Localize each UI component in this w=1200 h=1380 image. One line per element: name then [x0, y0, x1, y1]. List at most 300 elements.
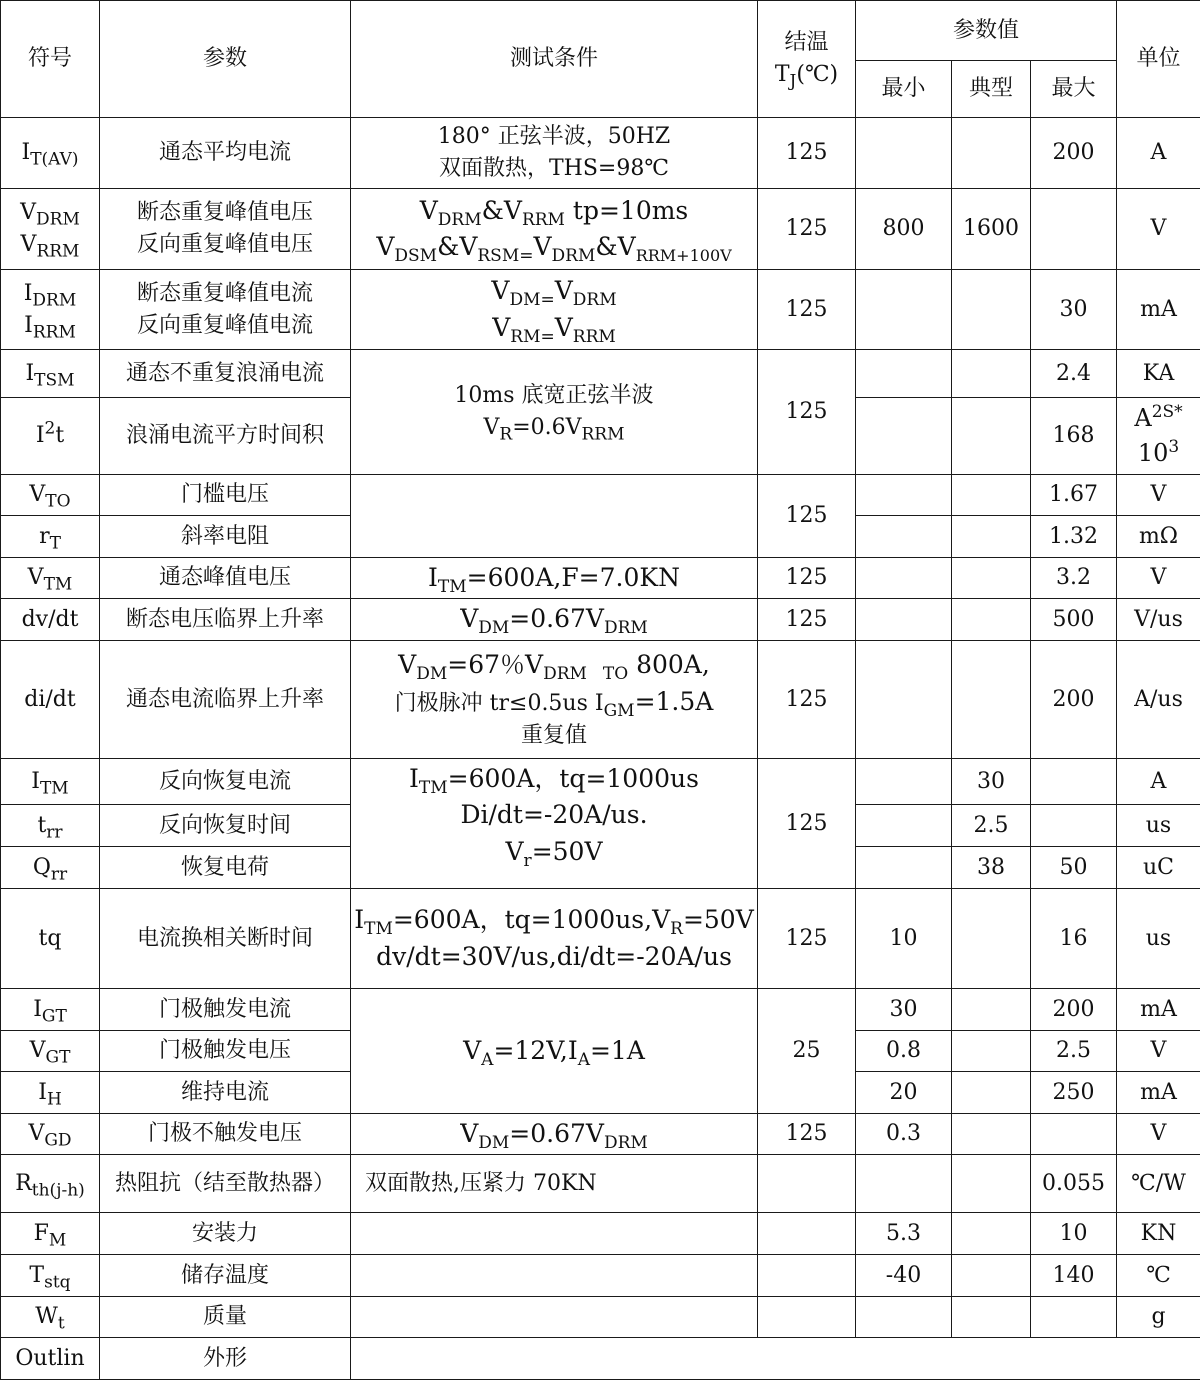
min-cell — [856, 1297, 952, 1338]
typ-cell — [952, 475, 1031, 516]
table-row — [1, 1114, 1200, 1155]
unit-cell: V/us — [1117, 599, 1200, 641]
sym-sub: rr — [46, 822, 62, 842]
table-row — [1, 989, 1200, 1031]
typ-cell — [952, 558, 1031, 599]
min-cell — [856, 516, 952, 558]
c: 门极脉冲 tr≤0.5us I — [395, 691, 604, 716]
table-row — [1, 189, 1200, 270]
typ-cell — [952, 1072, 1031, 1114]
unit-cell: A/us — [1117, 641, 1200, 759]
unit-cell: us — [1117, 805, 1200, 847]
table-row — [1, 558, 1200, 599]
sym-sub: H — [47, 1089, 62, 1109]
table-row — [1, 759, 1200, 805]
tj-cell: 125 — [758, 558, 856, 599]
header-typ: 典型 — [952, 61, 1031, 118]
c-sub: DRM — [573, 290, 617, 310]
sym: V — [29, 482, 45, 507]
c-sub: R — [670, 919, 683, 939]
cond-cell — [351, 475, 758, 558]
symbol-cell — [1, 398, 100, 475]
param-cell: 恢复电荷 — [100, 847, 351, 889]
c-sub: DRM — [438, 210, 482, 230]
c: =600A，tq=1000us — [448, 764, 699, 793]
param-cell: 反向恢复电流 — [100, 759, 351, 805]
cond-cell — [351, 350, 758, 475]
max-cell — [1031, 1114, 1117, 1155]
c: V — [376, 232, 394, 261]
sym: I — [38, 1080, 47, 1105]
sym: V — [30, 1038, 46, 1063]
c-sub: DM — [416, 664, 447, 684]
min-cell — [856, 270, 952, 350]
symbol-cell — [1, 805, 100, 847]
cond-line — [353, 902, 755, 938]
typ-cell — [952, 1213, 1031, 1255]
table-row — [1, 641, 1200, 759]
param-cell: 质量 — [100, 1297, 351, 1338]
min-cell — [856, 759, 952, 805]
sym: V — [21, 232, 37, 257]
tj-cell: 25 — [758, 989, 856, 1114]
sym-line — [3, 197, 97, 229]
sym-sub: T(AV) — [30, 149, 78, 169]
min-cell: -40 — [856, 1255, 952, 1297]
cond-cell — [351, 1255, 758, 1297]
unit-cell — [1117, 398, 1200, 475]
c: V — [505, 837, 523, 866]
header-symbol: 符号 — [1, 1, 100, 118]
unit-cell: mΩ — [1117, 516, 1200, 558]
cond-line: 重复值 — [353, 720, 755, 752]
table-row — [1, 118, 1200, 189]
sym: t — [55, 423, 64, 448]
typ-cell — [952, 1114, 1031, 1155]
u: A — [1134, 404, 1151, 432]
tj-cell — [758, 1155, 856, 1213]
max-cell: 500 — [1031, 599, 1117, 641]
c: =50V — [683, 905, 754, 934]
symbol-cell — [1, 1114, 100, 1155]
c: V — [483, 415, 499, 440]
c-sub: DRM — [552, 246, 596, 266]
symbol-cell: Outlin — [1, 1338, 100, 1380]
max-cell: 16 — [1031, 889, 1117, 989]
unit-cell: uC — [1117, 847, 1200, 889]
max-cell: 140 — [1031, 1255, 1117, 1297]
sym: Q — [33, 855, 51, 880]
min-cell: 0.3 — [856, 1114, 952, 1155]
c-sub: DM= — [509, 290, 554, 310]
param-cell: 储存温度 — [100, 1255, 351, 1297]
param-cell: 热阻抗（结至散热器） — [100, 1155, 351, 1213]
min-cell — [856, 1155, 952, 1213]
c: V — [398, 650, 416, 679]
c: =600A,F=7.0KN — [467, 563, 680, 592]
sym: W — [35, 1304, 58, 1329]
c-sub: TM — [419, 778, 448, 798]
max-cell: 0.055 — [1031, 1155, 1117, 1213]
sym-line — [3, 278, 97, 310]
cond-line: 双面散热，THS=98℃ — [353, 153, 755, 185]
cond-cell — [351, 989, 758, 1114]
typ-cell — [952, 118, 1031, 189]
param-cell: 门极触发电流 — [100, 989, 351, 1031]
param-cell: 门极触发电压 — [100, 1031, 351, 1072]
symbol-cell — [1, 118, 100, 189]
typ-cell: 1600 — [952, 189, 1031, 270]
c-sub: RM= — [510, 327, 554, 347]
symbol-cell — [1, 350, 100, 398]
c: I — [409, 764, 419, 793]
unit-cell: V — [1117, 189, 1200, 270]
min-cell — [856, 641, 952, 759]
symbol-cell — [1, 475, 100, 516]
sym-sup: 2 — [45, 419, 56, 439]
cond-cell — [351, 118, 758, 189]
c-sub: TM — [438, 577, 467, 597]
min-cell: 20 — [856, 1072, 952, 1114]
typ-cell — [952, 516, 1031, 558]
min-cell: 5.3 — [856, 1213, 952, 1255]
max-cell: 50 — [1031, 847, 1117, 889]
cond-line — [353, 273, 755, 309]
sym: I — [25, 361, 34, 386]
table-row — [1, 599, 1200, 641]
c-sub: A — [578, 1050, 590, 1070]
c-sub: r — [524, 851, 532, 871]
c: =0.67V — [509, 1119, 604, 1148]
sym-line — [3, 229, 97, 261]
max-cell: 2.5 — [1031, 1031, 1117, 1072]
header-values: 参数值 — [856, 1, 1117, 61]
c: &V — [482, 196, 522, 225]
param-cell: 门槛电压 — [100, 475, 351, 516]
unit-cell: A — [1117, 759, 1200, 805]
symbol-cell — [1, 1297, 100, 1338]
unit-cell: KA — [1117, 350, 1200, 398]
unit-cell: V — [1117, 475, 1200, 516]
header-row — [1, 1, 1200, 61]
u-sup: 3 — [1168, 437, 1179, 457]
sym: R — [15, 1171, 32, 1196]
c-sub: RRM+100V — [636, 246, 732, 265]
sym: T — [29, 1263, 44, 1288]
max-cell: 1.67 — [1031, 475, 1117, 516]
sym-sub: stq — [44, 1272, 70, 1292]
max-cell: 3.2 — [1031, 558, 1117, 599]
sym: V — [28, 565, 44, 590]
tj-unit: (℃) — [796, 62, 838, 87]
min-cell: 30 — [856, 989, 952, 1031]
u-sup: 2S* — [1152, 402, 1183, 422]
sym-sub: TM — [44, 574, 73, 594]
c: =1A — [590, 1036, 645, 1065]
cond-line: Di/dt=-20A/us. — [353, 797, 755, 833]
c-sub: R — [499, 424, 512, 444]
min-cell — [856, 847, 952, 889]
cond-line — [353, 412, 755, 444]
tj-cell: 125 — [758, 475, 856, 558]
c-sub: DM — [478, 618, 509, 638]
tj-cell: 125 — [758, 599, 856, 641]
param-cell: 斜率电阻 — [100, 516, 351, 558]
tj-cell — [758, 1255, 856, 1297]
symbol-cell — [1, 847, 100, 889]
c-sub: DM — [478, 1133, 509, 1153]
c: V — [533, 232, 551, 261]
sym: I — [24, 281, 33, 306]
cond-line: 10ms 底宽正弦半波 — [353, 380, 755, 412]
param-cell: 反向恢复时间 — [100, 805, 351, 847]
typ-cell: 30 — [952, 759, 1031, 805]
c: I — [428, 563, 438, 592]
cond-line — [353, 193, 755, 229]
tj-cell: 125 — [758, 889, 856, 989]
header-tj-line2 — [760, 59, 853, 91]
max-cell — [1031, 1297, 1117, 1338]
c: =1.5A — [635, 687, 714, 716]
typ-cell: 38 — [952, 847, 1031, 889]
c-sub: DRM — [604, 1133, 648, 1153]
max-cell — [1031, 805, 1117, 847]
param-cell: 通态不重复浪涌电流 — [100, 350, 351, 398]
unit-cell: mA — [1117, 270, 1200, 350]
typ-cell — [952, 350, 1031, 398]
symbol-cell — [1, 558, 100, 599]
symbol-cell — [1, 1155, 100, 1213]
typ-cell — [952, 989, 1031, 1031]
min-cell — [856, 350, 952, 398]
sym: F — [34, 1221, 49, 1246]
c-sub: DRM — [543, 664, 587, 684]
sym: I — [31, 769, 40, 794]
header-unit: 单位 — [1117, 1, 1200, 118]
max-cell: 200 — [1031, 989, 1117, 1031]
min-cell — [856, 118, 952, 189]
typ-cell: 2.5 — [952, 805, 1031, 847]
symbol-cell — [1, 189, 100, 270]
param-line: 断态重复峰值电流 — [102, 278, 348, 310]
max-cell: 200 — [1031, 641, 1117, 759]
table-row — [1, 1213, 1200, 1255]
c: V — [555, 276, 573, 305]
c-sub: RSM= — [477, 246, 533, 266]
c: V — [492, 313, 510, 342]
c-sub: TM — [364, 919, 393, 939]
c: &V — [595, 232, 635, 261]
table-row — [1, 270, 1200, 350]
c-sub: GM — [604, 701, 635, 721]
cond-line — [353, 647, 755, 683]
table-row — [1, 1255, 1200, 1297]
param-cell: 维持电流 — [100, 1072, 351, 1114]
param-line: 断态重复峰值电压 — [102, 197, 348, 229]
table-row — [1, 1297, 1200, 1338]
param-cell: 安装力 — [100, 1213, 351, 1255]
sym-sub: th(j-h) — [32, 1180, 85, 1200]
typ-cell — [952, 1031, 1031, 1072]
c: =50V — [532, 837, 603, 866]
typ-cell — [952, 641, 1031, 759]
symbol-cell — [1, 989, 100, 1031]
unit-line — [1119, 436, 1198, 471]
sym-sub: M — [49, 1230, 66, 1250]
unit-cell: mA — [1117, 1072, 1200, 1114]
min-cell: 10 — [856, 889, 952, 989]
typ-cell — [952, 1155, 1031, 1213]
typ-cell — [952, 599, 1031, 641]
symbol-cell — [1, 1072, 100, 1114]
param-cell: 门极不触发电压 — [100, 1114, 351, 1155]
param-line: 反向重复峰值电压 — [102, 229, 348, 261]
c-sub: RRM — [582, 424, 625, 444]
header-min: 最小 — [856, 61, 952, 118]
symbol-cell — [1, 1255, 100, 1297]
param-cell: 外形 — [100, 1338, 351, 1380]
cond-cell — [351, 889, 758, 989]
sym-sub: TSM — [34, 370, 74, 390]
min-cell — [856, 599, 952, 641]
u: 10 — [1138, 439, 1169, 467]
sym: I — [24, 313, 33, 338]
cond-line — [353, 684, 755, 720]
tj-cell: 125 — [758, 118, 856, 189]
c: =0.67V — [509, 604, 604, 633]
min-cell: 0.8 — [856, 1031, 952, 1072]
symbol-cell: di/dt — [1, 641, 100, 759]
tj-cell — [758, 1213, 856, 1255]
sym-sub: RRM — [36, 241, 79, 261]
sym-sub: DRM — [32, 290, 76, 310]
max-cell: 30 — [1031, 270, 1117, 350]
table-row — [1, 1338, 1200, 1380]
c: &V — [437, 232, 477, 261]
cond-cell — [351, 558, 758, 599]
param-cell: 通态电流临界上升率 — [100, 641, 351, 759]
sym-line — [3, 310, 97, 342]
table-row — [1, 475, 1200, 516]
max-cell: 168 — [1031, 398, 1117, 475]
unit-cell: V — [1117, 1031, 1200, 1072]
table-row — [1, 350, 1200, 398]
cond-cell — [351, 599, 758, 641]
cond-line — [353, 834, 755, 870]
c: =600A，tq=1000us,V — [393, 905, 670, 934]
outline-cell — [351, 1338, 1200, 1380]
typ-cell — [952, 1255, 1031, 1297]
cond-cell: 双面散热,压紧力 70KN — [351, 1155, 758, 1213]
param-cell: 通态峰值电压 — [100, 558, 351, 599]
c: V — [491, 276, 509, 305]
c: 800A, — [628, 650, 710, 679]
tj-cell: 125 — [758, 1114, 856, 1155]
c: =12V,I — [493, 1036, 577, 1065]
unit-cell: mA — [1117, 989, 1200, 1031]
tj-cell: 125 — [758, 641, 856, 759]
param-cell: 通态平均电流 — [100, 118, 351, 189]
header-max: 最大 — [1031, 61, 1117, 118]
sym-sub: GT — [45, 1047, 70, 1067]
sym-sub: RRM — [33, 322, 76, 342]
c-sub: A — [481, 1050, 493, 1070]
param-cell — [100, 270, 351, 350]
symbol-cell: tq — [1, 889, 100, 989]
header-tj-line1: 结温 — [760, 27, 853, 59]
typ-cell — [952, 270, 1031, 350]
max-cell — [1031, 189, 1117, 270]
sym-sub: rr — [51, 864, 67, 884]
tj-cell: 125 — [758, 189, 856, 270]
min-cell — [856, 558, 952, 599]
c: V — [463, 1036, 481, 1065]
cond-cell — [351, 759, 758, 889]
cond-line — [353, 229, 755, 265]
cond-line: dv/dt=30V/us,di/dt=-20A/us — [353, 939, 755, 975]
sym: t — [37, 813, 46, 838]
min-cell — [856, 475, 952, 516]
unit-cell: us — [1117, 889, 1200, 989]
tj-letter: T — [775, 62, 790, 87]
max-cell: 250 — [1031, 1072, 1117, 1114]
cond-cell — [351, 1213, 758, 1255]
max-cell: 10 — [1031, 1213, 1117, 1255]
cond-line — [353, 761, 755, 797]
unit-cell: g — [1117, 1297, 1200, 1338]
header-tj — [758, 1, 856, 118]
typ-cell — [952, 889, 1031, 989]
param-cell: 浪涌电流平方时间积 — [100, 398, 351, 475]
sym: V — [28, 1121, 44, 1146]
tj-cell — [758, 1297, 856, 1338]
sym: r — [39, 524, 50, 549]
cond-cell — [351, 270, 758, 350]
c: V — [555, 313, 573, 342]
symbol-cell — [1, 1213, 100, 1255]
max-cell: 1.32 — [1031, 516, 1117, 558]
unit-line — [1119, 401, 1198, 436]
max-cell — [1031, 759, 1117, 805]
sym: I — [36, 423, 45, 448]
sym-sub: DRM — [36, 210, 80, 230]
c: V — [420, 196, 438, 225]
max-cell: 200 — [1031, 118, 1117, 189]
typ-cell — [952, 1297, 1031, 1338]
header-cond: 测试条件 — [351, 1, 758, 118]
max-cell: 2.4 — [1031, 350, 1117, 398]
param-line: 反向重复峰值电流 — [102, 310, 348, 342]
min-cell — [856, 805, 952, 847]
c-sub: RRM — [522, 210, 565, 230]
tj-cell: 125 — [758, 759, 856, 889]
cond-cell — [351, 1114, 758, 1155]
c-sub: RRM — [573, 327, 616, 347]
sym-sub: GD — [44, 1130, 71, 1150]
table-row — [1, 1155, 1200, 1213]
tj-sub: J — [790, 71, 797, 91]
sym-sub: T — [50, 533, 61, 553]
symbol-cell — [1, 516, 100, 558]
c: =0.6V — [512, 415, 581, 440]
header-param: 参数 — [100, 1, 351, 118]
symbol-cell — [1, 270, 100, 350]
tj-cell: 125 — [758, 350, 856, 475]
param-cell: 断态电压临界上升率 — [100, 599, 351, 641]
tj-cell: 125 — [758, 270, 856, 350]
c-sub: DRM — [604, 618, 648, 638]
sym-sub: TM — [40, 778, 69, 798]
